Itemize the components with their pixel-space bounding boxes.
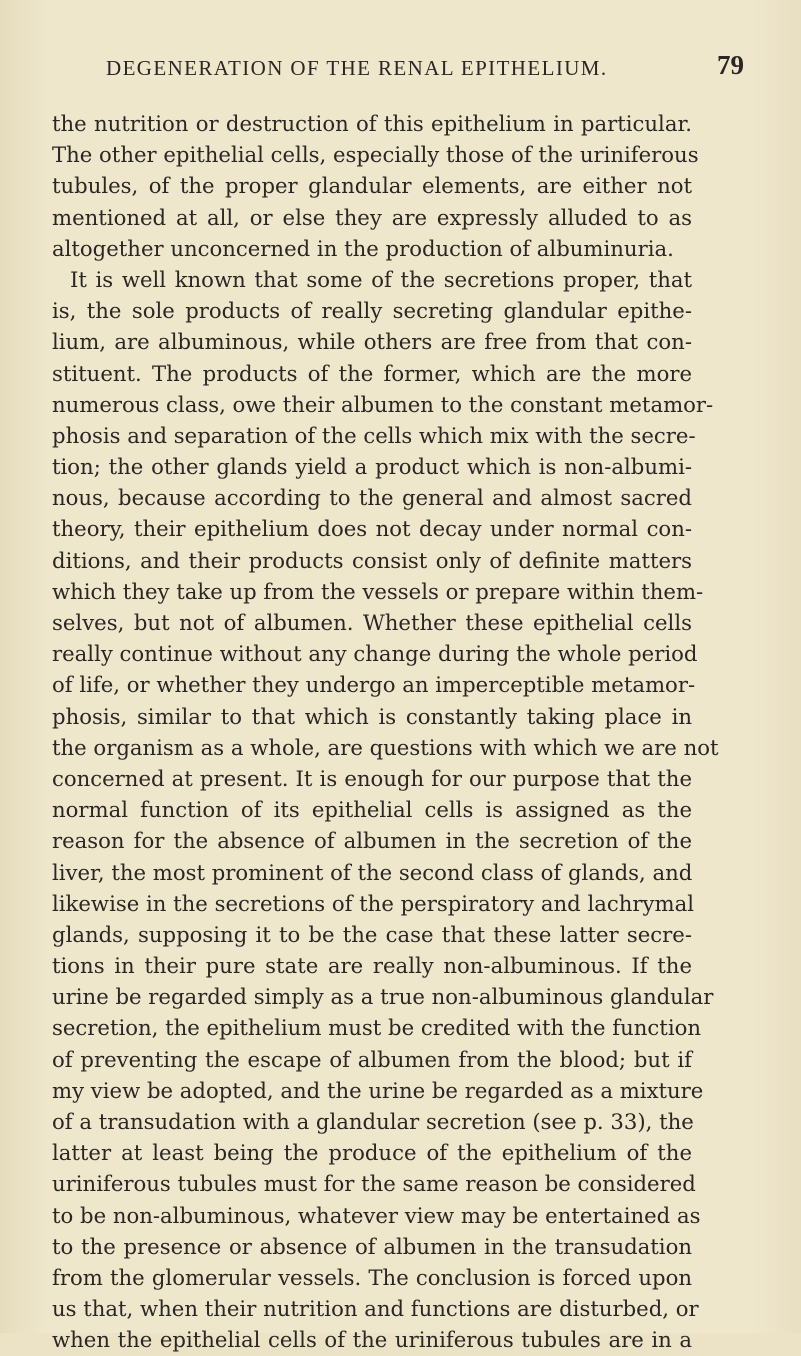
text-line: secretion, the epithelium must be credited with the function (52, 1015, 701, 1041)
text-line: ditions, and their products consist only of definite matters (52, 547, 692, 573)
running-head (96, 50, 744, 86)
text-line: of life, or whether they undergo an imperceptible metamor- (52, 672, 696, 698)
text-line: of a transudation with a glandular secretion (see p. 33), the (52, 1109, 694, 1134)
text-line: urine be regarded simply as a true non-albuminous glandular (52, 984, 714, 1010)
text-line: really continue without any change during the whole period (52, 641, 698, 667)
text-line: which they take up from the vessels or prepare within them- (52, 578, 704, 604)
text-line: stituent. The products of the former, which are the more (52, 360, 692, 386)
text-line: tubules, of the proper glandular elements, are either not (52, 173, 692, 199)
page-number: 79 (717, 50, 744, 80)
text-line: reason for the absence of albumen in the secretion of the (52, 828, 692, 854)
text-line: glands, supposing it to be the case that these latter secre- (52, 921, 692, 947)
text-line: to be non-albuminous, whatever view may be entertained as (52, 1202, 701, 1228)
text-line: theory, their epithelium does not decay under normal con- (52, 516, 692, 542)
text-line: mentioned at all, or else they are expressly alluded to as (52, 204, 692, 230)
text-line: tions in their pure state are really non-albuminous. If the (52, 953, 692, 979)
text-line: lium, are albuminous, while others are free from that con- (52, 329, 692, 355)
text-line: nous, because according to the general and almost sacred (52, 485, 692, 511)
text-line: concerned at present. It is enough for our purpose that the (52, 765, 692, 791)
text-line: uriniferous tubules must for the same reason be considered (52, 1171, 696, 1197)
text-line: It is well known that some of the secretions proper, that (70, 266, 692, 292)
text-line: us that, when their nutrition and functions are disturbed, or (52, 1296, 699, 1322)
text-line: of preventing the escape of albumen from the blood; but if (52, 1046, 692, 1072)
text-line: phosis and separation of the cells which mix with the secre- (52, 422, 696, 448)
text-line: the nutrition or destruction of this epithelium in particular. (52, 111, 692, 136)
text-line: is, the sole products of really secreting glandular epithe- (52, 298, 692, 324)
text-line: the organism as a whole, are questions with which we are not (52, 734, 719, 760)
text-line: when the epithelial cells of the uriniferous tubules are in a (52, 1327, 692, 1353)
text-line: numerous class, owe their albumen to the constant metamor- (52, 391, 714, 417)
text-line: my view be adopted, and the urine be regarded as a mixture (52, 1077, 704, 1103)
text-line: liver, the most prominent of the second class of glands, and (52, 859, 693, 885)
text-line: to the presence or absence of albumen in the transudation (52, 1233, 692, 1259)
text-line: normal function of its epithelial cells is assigned as the (52, 797, 692, 823)
text-line: latter at least being the produce of the epithelium of the (52, 1140, 692, 1166)
text-line: altogether unconcerned in the production of albuminuria. (52, 235, 674, 261)
text-line: selves, but not of albumen. Whether these epithelial cells (52, 610, 692, 635)
body-text (52, 108, 719, 1356)
text-line: phosis, similar to that which is constantly taking place in (52, 703, 692, 729)
text-line: The other epithelial cells, especially those of the uriniferous (52, 142, 699, 168)
running-head-title: DEGENERATION OF THE RENAL EPITHELIUM. (106, 56, 608, 80)
text-line: from the glomerular vessels. The conclusion is forced upon (52, 1264, 692, 1290)
text-line: likewise in the secretions of the perspiratory and lachrymal (52, 890, 694, 916)
text-line: tion; the other glands yield a product which is non-albumi- (52, 454, 692, 480)
